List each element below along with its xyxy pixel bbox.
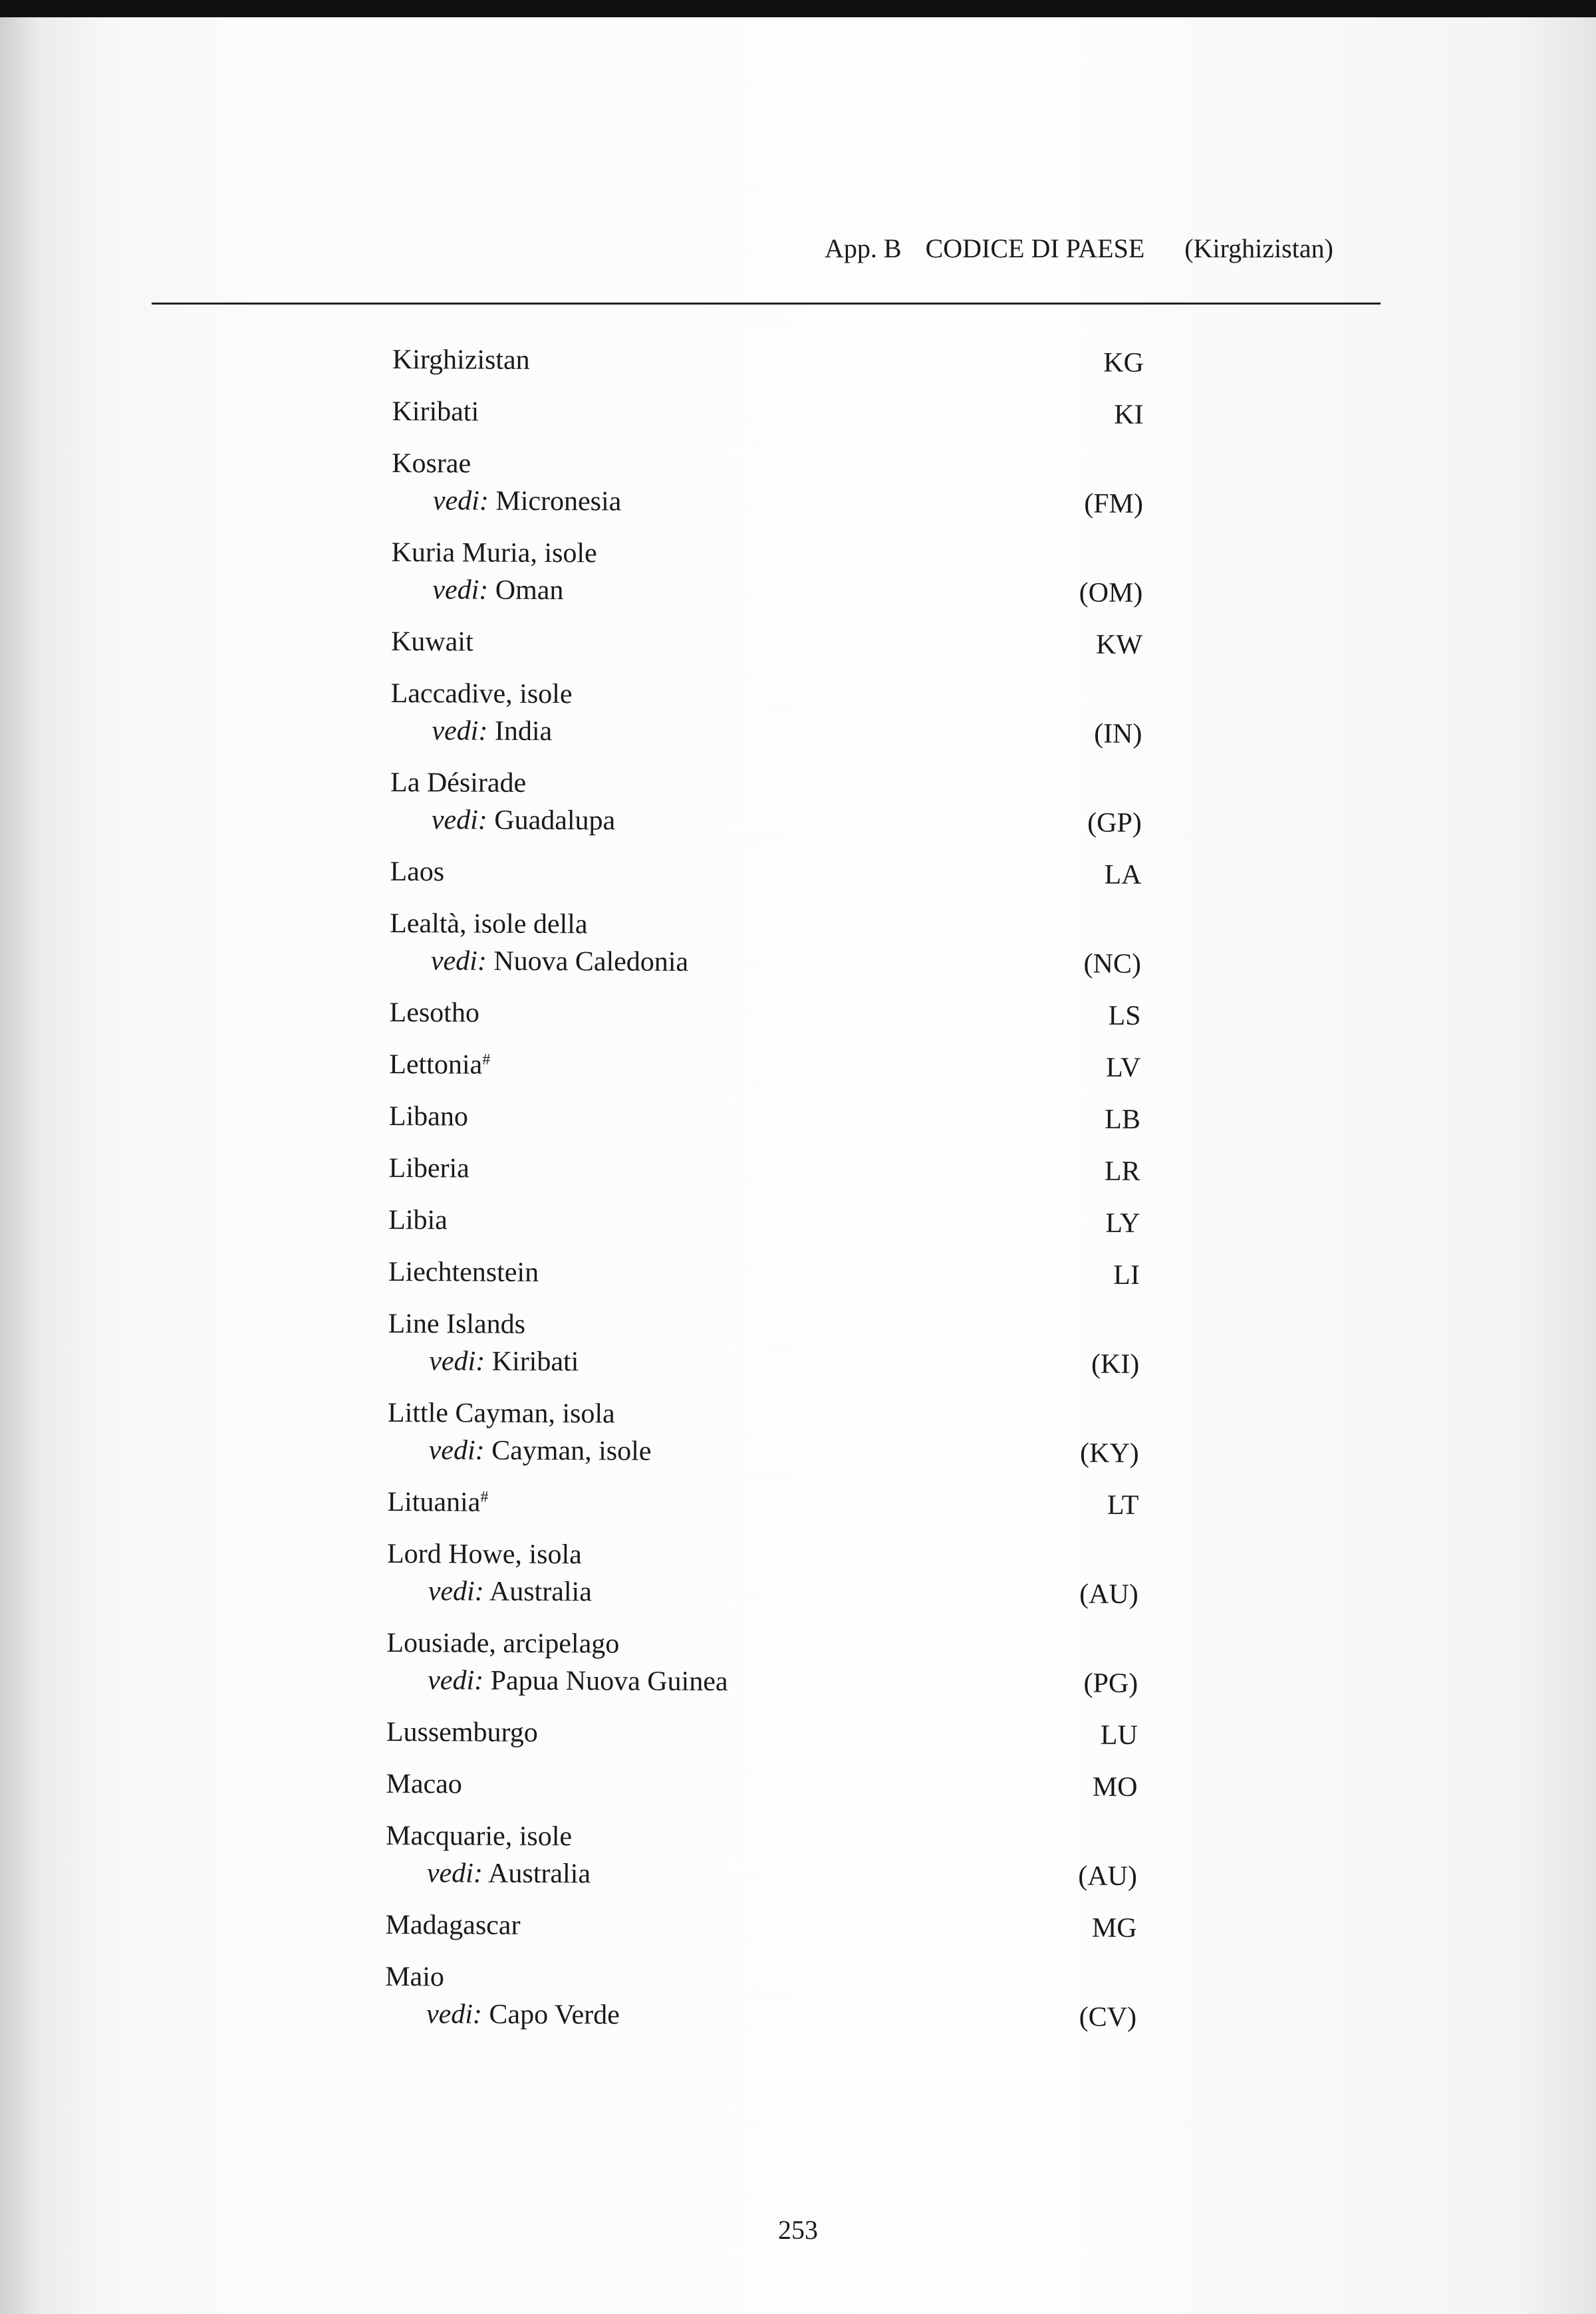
see-reference xyxy=(390,942,688,981)
list-item xyxy=(391,534,1142,612)
list-item xyxy=(386,1714,1138,1754)
country-code: (KY) xyxy=(1079,1438,1139,1469)
see-label: vedi: xyxy=(432,485,489,517)
entry-main-line xyxy=(388,1394,1139,1435)
country-name xyxy=(392,341,530,379)
entry-main-line xyxy=(386,1624,1138,1665)
country-code: LT xyxy=(1107,1489,1139,1521)
see-label: vedi: xyxy=(428,1435,485,1466)
see-label: vedi: xyxy=(431,805,487,836)
entry-main-line xyxy=(388,1202,1140,1242)
list-item xyxy=(390,764,1142,842)
see-reference xyxy=(390,712,552,750)
entry-main-line xyxy=(390,764,1142,805)
country-name xyxy=(389,994,479,1032)
entry-main-line xyxy=(385,1906,1136,1947)
list-item xyxy=(389,1046,1140,1087)
country-code: LV xyxy=(1106,1052,1141,1083)
list-item xyxy=(387,1535,1138,1613)
appendix-title: CODICE DI PAESE xyxy=(925,233,1145,263)
see-target: Nuova Caledonia xyxy=(493,946,689,977)
list-item xyxy=(388,1394,1139,1472)
country-name xyxy=(388,1202,448,1239)
country-name xyxy=(385,1958,444,1995)
country-name-text: Macquarie, isole xyxy=(386,1820,573,1853)
country-name xyxy=(391,623,473,661)
country-code: (KI) xyxy=(1091,1349,1140,1380)
country-code: (NC) xyxy=(1083,948,1142,979)
see-target: India xyxy=(494,715,553,747)
see-target: Australia xyxy=(489,1576,592,1608)
country-name-text: Macao xyxy=(386,1768,462,1800)
see-reference xyxy=(391,571,563,609)
entry-main-line xyxy=(388,1253,1140,1294)
see-label: vedi: xyxy=(432,715,488,747)
country-name-text: Little Cayman, isola xyxy=(387,1397,615,1430)
country-name xyxy=(389,1098,468,1136)
country-name-text: Libano xyxy=(388,1100,468,1132)
country-name-text: Lesotho xyxy=(389,997,480,1029)
see-reference xyxy=(386,1855,591,1892)
entry-main-line xyxy=(391,534,1142,575)
country-name xyxy=(388,1305,525,1343)
see-label: vedi: xyxy=(429,1346,485,1377)
list-item xyxy=(388,1305,1139,1383)
see-target: Guadalupa xyxy=(494,805,616,836)
country-code: LY xyxy=(1105,1208,1140,1239)
entry-see-line xyxy=(386,1662,1138,1702)
see-label: vedi: xyxy=(430,946,487,977)
country-name-text: Laos xyxy=(390,856,445,888)
country-name xyxy=(388,1394,615,1432)
entry-main-line xyxy=(391,675,1142,715)
country-name-text: La Désirade xyxy=(390,767,527,799)
list-item xyxy=(386,1624,1138,1702)
entry-see-line xyxy=(392,482,1143,523)
list-item xyxy=(392,341,1144,382)
country-name-text: Lettonia xyxy=(389,1049,483,1081)
country-name-text: Kirghizistan xyxy=(392,344,530,376)
country-name xyxy=(391,675,573,713)
list-item xyxy=(391,623,1142,664)
entry-main-line xyxy=(392,341,1144,382)
country-name xyxy=(385,1906,520,1944)
country-code: LR xyxy=(1104,1156,1140,1187)
see-reference xyxy=(385,1995,620,2034)
list-item xyxy=(389,1098,1140,1138)
country-name-text: Kosrae xyxy=(392,448,471,479)
country-name-text: Laccadive, isole xyxy=(390,678,573,710)
see-reference xyxy=(392,482,622,521)
entry-main-line xyxy=(387,1535,1138,1576)
country-name xyxy=(387,1535,582,1573)
see-target: Papua Nuova Guinea xyxy=(490,1665,728,1698)
country-name xyxy=(391,534,597,572)
entry-main-line xyxy=(390,905,1141,946)
country-name-text: Liechtenstein xyxy=(388,1256,539,1288)
entry-see-line xyxy=(390,712,1142,753)
country-code: MG xyxy=(1091,1912,1137,1944)
country-name-text: Lord Howe, isola xyxy=(386,1538,582,1571)
see-reference xyxy=(387,1573,592,1610)
see-label: vedi: xyxy=(432,575,489,606)
country-name xyxy=(390,853,444,890)
entry-main-line xyxy=(389,1098,1140,1138)
see-target: Capo Verde xyxy=(489,1999,620,2031)
country-code: (OM) xyxy=(1079,577,1143,608)
see-target: Oman xyxy=(495,575,564,606)
list-item xyxy=(392,393,1143,434)
entry-see-line xyxy=(387,1573,1138,1613)
country-name xyxy=(386,1714,538,1751)
list-item xyxy=(390,675,1142,753)
country-name-text: Lealtà, isole della xyxy=(390,908,588,940)
entry-main-line xyxy=(388,1150,1140,1190)
entry-main-line xyxy=(386,1817,1137,1858)
footnote-mark: # xyxy=(482,1051,491,1069)
country-name-text: Maio xyxy=(385,1961,445,1993)
list-item xyxy=(386,1817,1137,1895)
country-name-text: Kuwait xyxy=(390,626,473,658)
entry-main-line xyxy=(392,445,1143,485)
country-name xyxy=(390,764,526,802)
list-item xyxy=(388,1253,1140,1294)
country-name xyxy=(392,393,479,431)
header-rule xyxy=(152,303,1381,305)
country-name xyxy=(388,1150,469,1188)
entry-main-line xyxy=(389,994,1140,1035)
country-name xyxy=(387,1483,488,1521)
country-name-text: Line Islands xyxy=(388,1308,526,1340)
see-label: vedi: xyxy=(426,1999,483,2030)
list-item xyxy=(385,1958,1136,2036)
see-target: Micronesia xyxy=(495,485,622,517)
country-code: LS xyxy=(1108,1000,1141,1031)
country-code: (GP) xyxy=(1087,807,1142,838)
see-target: Kiribati xyxy=(491,1346,579,1378)
country-code: (AU) xyxy=(1079,1579,1138,1610)
scan-edge xyxy=(0,0,1596,17)
country-code: KI xyxy=(1114,399,1144,430)
entry-see-line xyxy=(390,942,1141,983)
see-label: vedi: xyxy=(428,1576,484,1607)
list-item xyxy=(388,1202,1140,1242)
appendix-label: App. B xyxy=(825,233,902,263)
see-reference xyxy=(388,1432,652,1470)
country-code: LI xyxy=(1113,1259,1140,1291)
country-code: MO xyxy=(1092,1771,1138,1803)
running-head xyxy=(825,233,1383,264)
country-name-text: Liberia xyxy=(388,1152,469,1184)
country-code: (CV) xyxy=(1079,2001,1137,2033)
country-code: (AU) xyxy=(1078,1861,1138,1892)
footnote-mark: # xyxy=(480,1488,489,1506)
see-target: Australia xyxy=(487,1858,591,1890)
list-item xyxy=(387,1483,1138,1524)
country-code: LB xyxy=(1105,1104,1141,1135)
entry-main-line xyxy=(391,623,1142,664)
country-name-text: Libia xyxy=(388,1204,448,1236)
entry-main-line xyxy=(386,1765,1137,1806)
country-name-text: Madagascar xyxy=(385,1909,521,1941)
country-name-text: Kuria Muria, isole xyxy=(391,537,597,569)
country-name-text: Lituania xyxy=(387,1486,481,1518)
country-code: (IN) xyxy=(1094,718,1142,749)
country-name-text: Lussemburgo xyxy=(386,1716,538,1748)
entry-main-line xyxy=(392,393,1143,434)
page-number: 253 xyxy=(778,2215,818,2245)
see-reference xyxy=(388,1343,579,1380)
list-item xyxy=(390,853,1141,894)
list-item xyxy=(385,1906,1136,1947)
country-code: LA xyxy=(1104,859,1142,890)
list-item xyxy=(389,994,1140,1035)
running-entry: (Kirghizistan) xyxy=(1184,233,1333,263)
entry-see-line xyxy=(391,571,1142,612)
list-item xyxy=(386,1765,1137,1806)
entry-main-line xyxy=(385,1958,1136,1999)
entry-see-line xyxy=(390,801,1142,842)
country-code: (FM) xyxy=(1084,488,1144,519)
country-name-text: Kiribati xyxy=(392,396,479,428)
see-target: Cayman, isole xyxy=(491,1435,652,1467)
entry-main-line xyxy=(387,1483,1138,1524)
country-name xyxy=(386,1765,462,1803)
see-label: vedi: xyxy=(426,1858,483,1889)
list-item xyxy=(390,905,1141,983)
entry-see-line xyxy=(386,1855,1137,1895)
country-code: LU xyxy=(1100,1720,1138,1751)
country-name-text: Lousiade, arcipelago xyxy=(386,1627,620,1660)
see-reference xyxy=(386,1662,728,1700)
entry-main-line xyxy=(386,1714,1138,1754)
country-name xyxy=(389,1046,490,1084)
country-name xyxy=(386,1624,619,1663)
list-item xyxy=(392,445,1143,523)
country-code-list xyxy=(385,341,1144,2051)
country-name xyxy=(388,1253,539,1291)
entry-see-line xyxy=(388,1432,1139,1472)
entry-main-line xyxy=(388,1305,1139,1346)
country-code: (PG) xyxy=(1083,1668,1138,1699)
entry-see-line xyxy=(385,1995,1136,2036)
see-label: vedi: xyxy=(428,1665,484,1696)
country-name xyxy=(390,905,588,943)
entry-see-line xyxy=(388,1343,1139,1383)
entry-main-line xyxy=(390,853,1141,894)
country-code: KW xyxy=(1095,629,1143,660)
country-name xyxy=(386,1817,572,1855)
list-item xyxy=(388,1150,1140,1190)
country-code: KG xyxy=(1103,347,1144,378)
entry-main-line xyxy=(389,1046,1140,1087)
see-reference xyxy=(390,801,616,839)
country-name xyxy=(392,445,471,483)
